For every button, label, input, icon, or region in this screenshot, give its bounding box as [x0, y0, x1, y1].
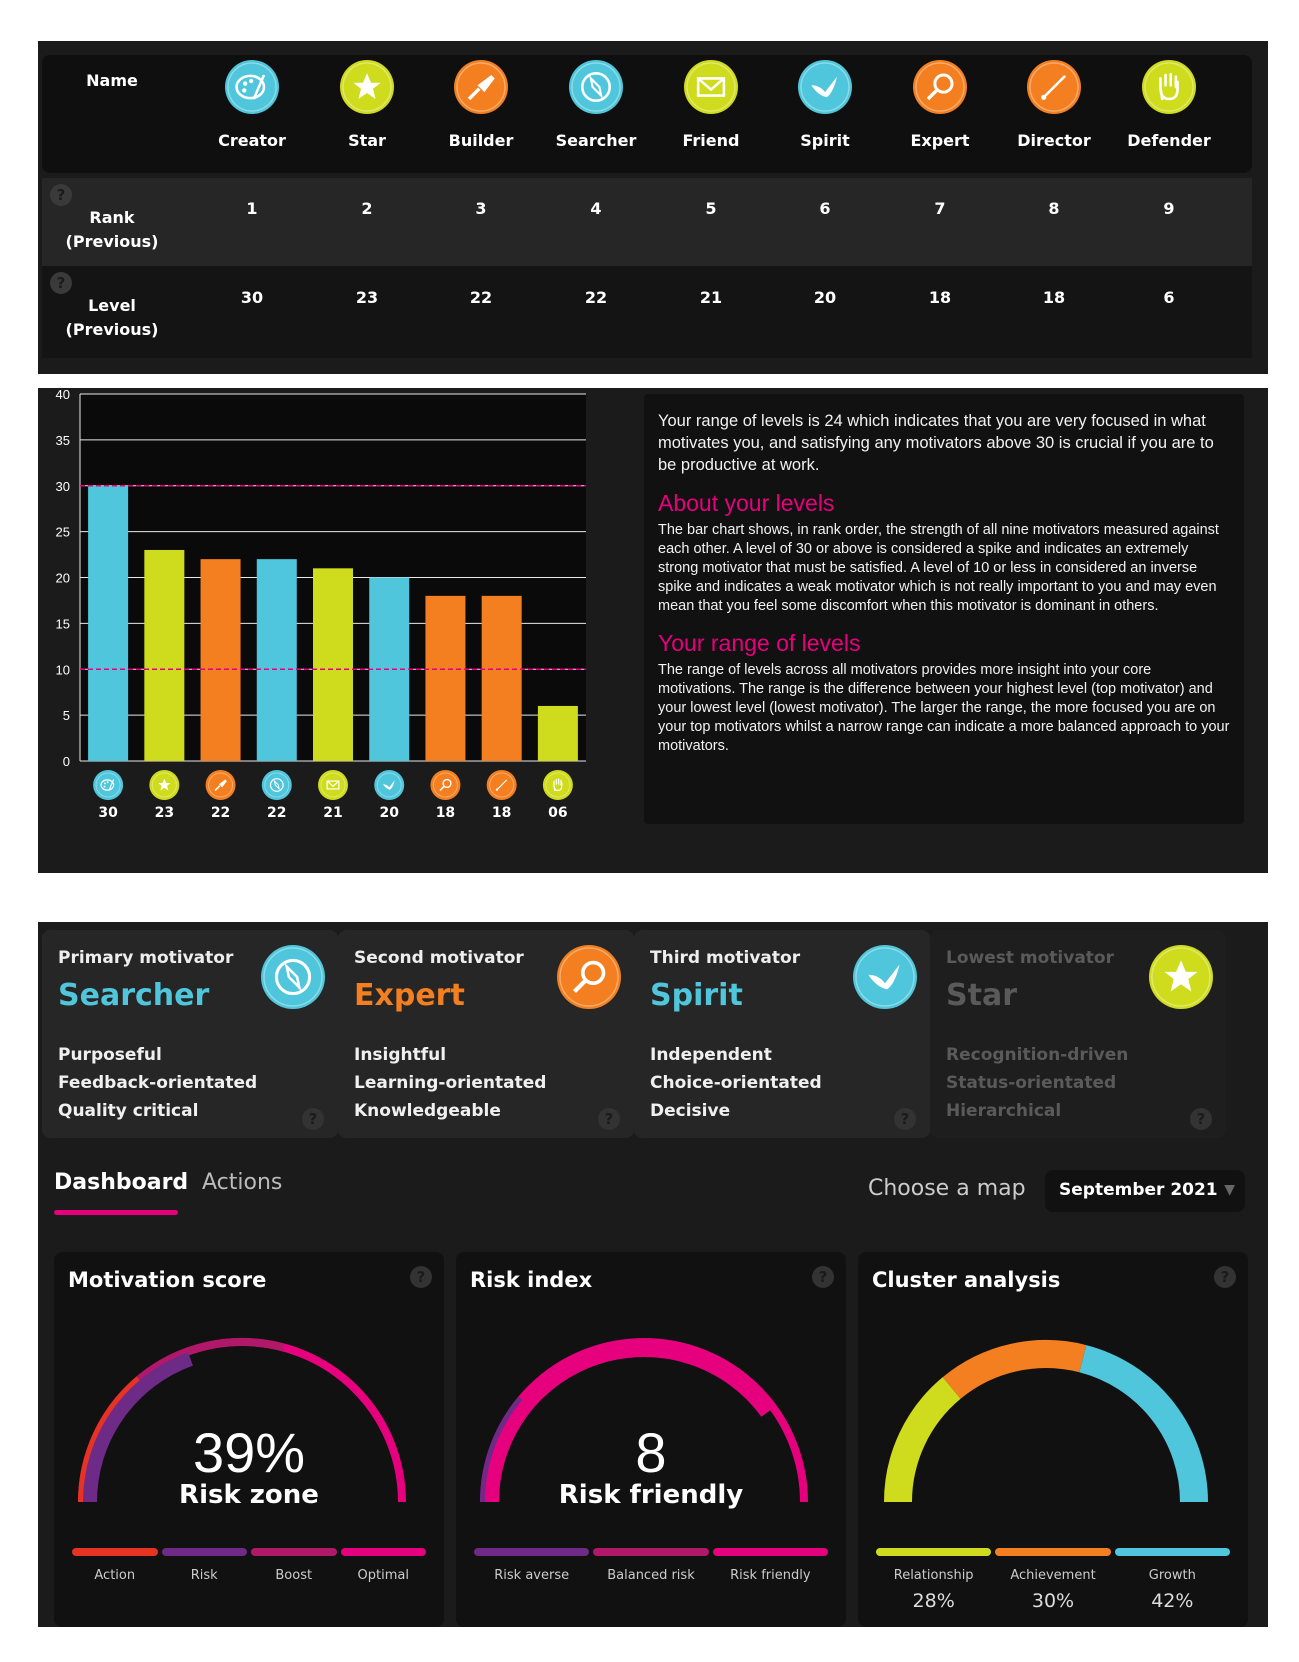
rank-value: 9 — [1163, 199, 1175, 218]
motivator-help-icon[interactable]: ? — [1190, 1108, 1212, 1130]
motivator-column-searcher — [536, 59, 656, 150]
bar-value-label: 18 — [491, 805, 512, 821]
tab-actions[interactable]: Actions — [202, 1170, 283, 1195]
legend-label: Relationship — [893, 1568, 974, 1583]
cluster-analysis-title: Cluster analysis — [872, 1268, 1061, 1292]
bar-creator — [88, 486, 128, 761]
motivator-column-expert — [880, 59, 1000, 150]
motivator-name: Director — [1017, 131, 1091, 150]
motivator-traits — [58, 1041, 322, 1125]
y-tick-label: 30 — [55, 478, 70, 494]
bar-value-label: 23 — [154, 805, 175, 821]
level-value: 6 — [1163, 288, 1175, 307]
envelope-icon — [318, 770, 348, 800]
y-tick-label: 5 — [62, 708, 70, 724]
legend-bar-boost — [251, 1548, 337, 1556]
bar-star — [144, 550, 184, 761]
trait: Insightful — [354, 1045, 447, 1065]
trait: Recognition-driven — [946, 1045, 1129, 1065]
cluster-segment-achievement — [952, 1354, 1083, 1388]
trait: Independent — [650, 1045, 772, 1065]
risk-index-value: 8 — [635, 1421, 667, 1484]
legend-percent: 42% — [1151, 1590, 1194, 1612]
legend-bar-risk-friendly — [713, 1548, 828, 1556]
motivator-table — [38, 41, 1268, 374]
bar-searcher — [257, 559, 297, 761]
trait: Quality critical — [58, 1101, 199, 1121]
map-select[interactable] — [1045, 1170, 1245, 1212]
motivator-name: Builder — [448, 131, 514, 150]
risk-index-card — [456, 1252, 846, 1627]
motivator-card-expert — [338, 930, 634, 1138]
compass-icon — [568, 59, 624, 115]
trowel-icon — [206, 770, 236, 800]
motivator-column-friend — [651, 59, 771, 150]
rank-value: 8 — [1048, 199, 1060, 218]
legend-percent: 30% — [1031, 1590, 1075, 1612]
legend-label: Risk — [190, 1568, 218, 1583]
bar-value-label: 22 — [210, 805, 231, 821]
motivator-column-star — [307, 59, 427, 150]
level-row — [42, 266, 1252, 358]
motivation-score-value: 39% — [192, 1421, 306, 1484]
legend-percent: 28% — [912, 1590, 955, 1612]
about-levels-body: The bar chart shows, in rank order, the strength of all nine motivators measured against each other. A level of 30 or above is considered a spike and indicates an extremely strong motivator that must be satisfied. A level of 10 or less in considered an inverse spike and indicates a weak motivator which is not really important to you and may even mean that you feel some discomfort when this motivator is dominant in others. — [658, 522, 1219, 614]
legend-label: Boost — [275, 1568, 313, 1583]
baton-icon — [1026, 59, 1082, 115]
rank-value: 7 — [934, 199, 946, 218]
bird-icon — [797, 59, 853, 115]
rank-value: 5 — [705, 199, 717, 218]
motivator-traits — [946, 1041, 1210, 1125]
trait: Hierarchical — [946, 1101, 1062, 1121]
baton-icon — [487, 770, 517, 800]
bar-value-label: 20 — [379, 805, 399, 821]
y-tick-label: 20 — [55, 570, 70, 586]
level-label-line2: (Previous) — [65, 320, 159, 339]
rank-help-icon[interactable]: ? — [50, 184, 72, 206]
bar-friend — [313, 568, 353, 761]
legend-label: Action — [94, 1568, 136, 1583]
compass-icon — [262, 770, 292, 800]
motivator-column-creator — [192, 59, 312, 150]
legend-label: Achievement — [1010, 1568, 1096, 1583]
motivator-name: Friend — [682, 131, 740, 150]
motivator-traits — [354, 1041, 618, 1125]
y-tick-label: 15 — [55, 616, 70, 632]
legend-label: Risk averse — [494, 1568, 570, 1583]
range-intro: Your range of levels is 24 which indicates that you are very focused in what motivates you, and satisfying any motivators above 30 is crucial if you are to be productive at work. — [658, 412, 1214, 474]
motivator-help-icon[interactable]: ? — [598, 1108, 620, 1130]
motivator-name: Searcher — [555, 131, 637, 150]
legend-bar-balanced-risk — [593, 1548, 708, 1556]
legend-bar-action — [72, 1548, 158, 1556]
y-tick-label: 25 — [55, 524, 70, 540]
motivator-name: Expert — [354, 978, 465, 1013]
motivation-score-card — [54, 1252, 444, 1627]
motivator-name: Creator — [218, 131, 286, 150]
levels-section — [38, 388, 1268, 873]
risk-index-status: Risk friendly — [558, 1480, 744, 1510]
legend-bar-growth — [1115, 1548, 1230, 1556]
legend-bar-risk-averse — [474, 1548, 589, 1556]
level-help-icon[interactable]: ? — [50, 272, 72, 294]
tab-dashboard[interactable]: Dashboard — [54, 1170, 189, 1195]
rank-value: 6 — [819, 199, 831, 218]
motivation-score-status: Risk zone — [179, 1480, 319, 1510]
motivator-rank-label: Primary motivator — [58, 948, 234, 968]
rank-value: 2 — [361, 199, 373, 218]
cluster-analysis-card — [858, 1252, 1248, 1627]
trait: Choice-orientated — [650, 1073, 822, 1093]
motivator-rank-label: Lowest motivator — [946, 948, 1114, 968]
level-value: 22 — [584, 288, 608, 307]
bar-director — [482, 596, 522, 761]
motivator-traits — [650, 1041, 914, 1125]
range-levels-heading: Your range of levels — [658, 630, 861, 656]
risk-index-title: Risk index — [470, 1268, 593, 1292]
magnifier-icon — [430, 770, 460, 800]
magnifier-icon — [556, 944, 622, 1010]
palette-icon — [224, 59, 280, 115]
motivator-name: Spirit — [650, 978, 743, 1013]
y-tick-label: 0 — [62, 754, 70, 769]
trait: Feedback-orientated — [58, 1073, 258, 1093]
motivation-score-title: Motivation score — [68, 1268, 267, 1292]
chevron-down-icon: ▼ — [1224, 1182, 1235, 1198]
hand-icon — [543, 770, 573, 800]
rank-value: 4 — [590, 199, 602, 218]
legend-label: Risk friendly — [730, 1568, 811, 1583]
motivator-rank-label: Second motivator — [354, 948, 524, 968]
motivator-name: Star — [348, 131, 386, 150]
bird-icon — [852, 944, 918, 1010]
cluster-gauge — [858, 1312, 1248, 1532]
palette-icon — [93, 770, 123, 800]
trait: Decisive — [650, 1101, 731, 1121]
bar-value-label: 22 — [267, 805, 287, 821]
star-icon — [1148, 944, 1214, 1010]
motivator-name: Spirit — [800, 131, 850, 150]
y-tick-label: 10 — [55, 662, 70, 678]
level-value: 21 — [699, 288, 723, 307]
level-row-label — [52, 294, 172, 342]
bar-value-label: 06 — [548, 805, 568, 821]
motivator-card-spirit — [634, 930, 930, 1138]
level-value: 18 — [928, 288, 952, 307]
motivator-name: Searcher — [58, 978, 210, 1013]
trait: Knowledgeable — [354, 1101, 501, 1121]
bar-builder — [201, 559, 241, 761]
rank-label-line2: (Previous) — [65, 232, 159, 251]
bar-defender — [538, 706, 578, 761]
cluster-help-icon[interactable]: ? — [1214, 1266, 1236, 1288]
y-tick-label: 40 — [55, 388, 70, 402]
rank-value: 3 — [475, 199, 487, 218]
motivation-help-icon[interactable]: ? — [410, 1266, 432, 1288]
trait: Status-orientated — [946, 1073, 1117, 1093]
levels-bar-chart — [38, 388, 634, 873]
magnifier-icon — [912, 59, 968, 115]
star-icon — [339, 59, 395, 115]
about-levels-heading: About your levels — [658, 490, 835, 516]
trowel-icon — [453, 59, 509, 115]
motivator-name: Expert — [910, 131, 970, 150]
motivator-column-spirit — [765, 59, 885, 150]
bar-value-label: 30 — [98, 805, 118, 821]
rank-row — [42, 178, 1252, 266]
legend-bar-achievement — [995, 1548, 1110, 1556]
name-column-label: Name — [86, 71, 138, 90]
rank-value: 1 — [246, 199, 258, 218]
bar-value-label: 21 — [323, 805, 343, 821]
level-label-line1: Level — [88, 296, 136, 315]
rank-row-label — [52, 206, 172, 254]
cluster-segment-growth — [1083, 1359, 1194, 1502]
dashboard-section — [38, 922, 1268, 1627]
legend-label: Growth — [1148, 1568, 1196, 1583]
legend-label: Optimal — [357, 1568, 409, 1583]
level-value: 22 — [469, 288, 493, 307]
active-tab-underline — [54, 1210, 178, 1215]
star-icon — [149, 770, 179, 800]
level-value: 20 — [813, 288, 837, 307]
motivator-help-icon[interactable]: ? — [302, 1108, 324, 1130]
bar-value-label: 18 — [435, 805, 456, 821]
legend-bar-optimal — [341, 1548, 427, 1556]
motivator-column-director — [994, 59, 1114, 150]
level-value: 23 — [355, 288, 379, 307]
motivator-name: Defender — [1127, 131, 1211, 150]
motivator-card-searcher — [42, 930, 338, 1138]
trait: Purposeful — [58, 1045, 162, 1065]
trait: Learning-orientated — [354, 1073, 547, 1093]
risk-help-icon[interactable]: ? — [812, 1266, 834, 1288]
motivator-column-builder — [421, 59, 541, 150]
choose-map-label: Choose a map — [868, 1176, 1026, 1201]
range-levels-body: The range of levels across all motivators provides more insight into your core motivations. The range is the difference between your highest level (top motivator) and your lowest level (lowest motivator). The larger the range, the more focused you are on your top motivators whilst a narrow range can indicate a more balanced approach to your motivators. — [658, 662, 1230, 754]
levels-explanation — [644, 394, 1244, 824]
y-tick-label: 35 — [55, 432, 70, 448]
hand-icon — [1141, 59, 1197, 115]
legend-bar-risk — [162, 1548, 248, 1556]
motivator-name: Star — [946, 978, 1017, 1013]
legend-bar-relationship — [876, 1548, 991, 1556]
motivator-card-star — [930, 930, 1226, 1138]
compass-icon — [260, 944, 326, 1010]
legend-label: Balanced risk — [607, 1568, 695, 1583]
motivator-column-defender — [1109, 59, 1229, 150]
cluster-segment-relationship — [898, 1388, 952, 1502]
level-value: 18 — [1042, 288, 1066, 307]
bird-icon — [374, 770, 404, 800]
bar-expert — [425, 596, 465, 761]
rank-label-line1: Rank — [89, 208, 135, 227]
motivator-rank-label: Third motivator — [650, 948, 801, 968]
envelope-icon — [683, 59, 739, 115]
motivator-help-icon[interactable]: ? — [894, 1108, 916, 1130]
level-value: 30 — [240, 288, 264, 307]
map-select-value: September 2021 — [1059, 1180, 1218, 1200]
